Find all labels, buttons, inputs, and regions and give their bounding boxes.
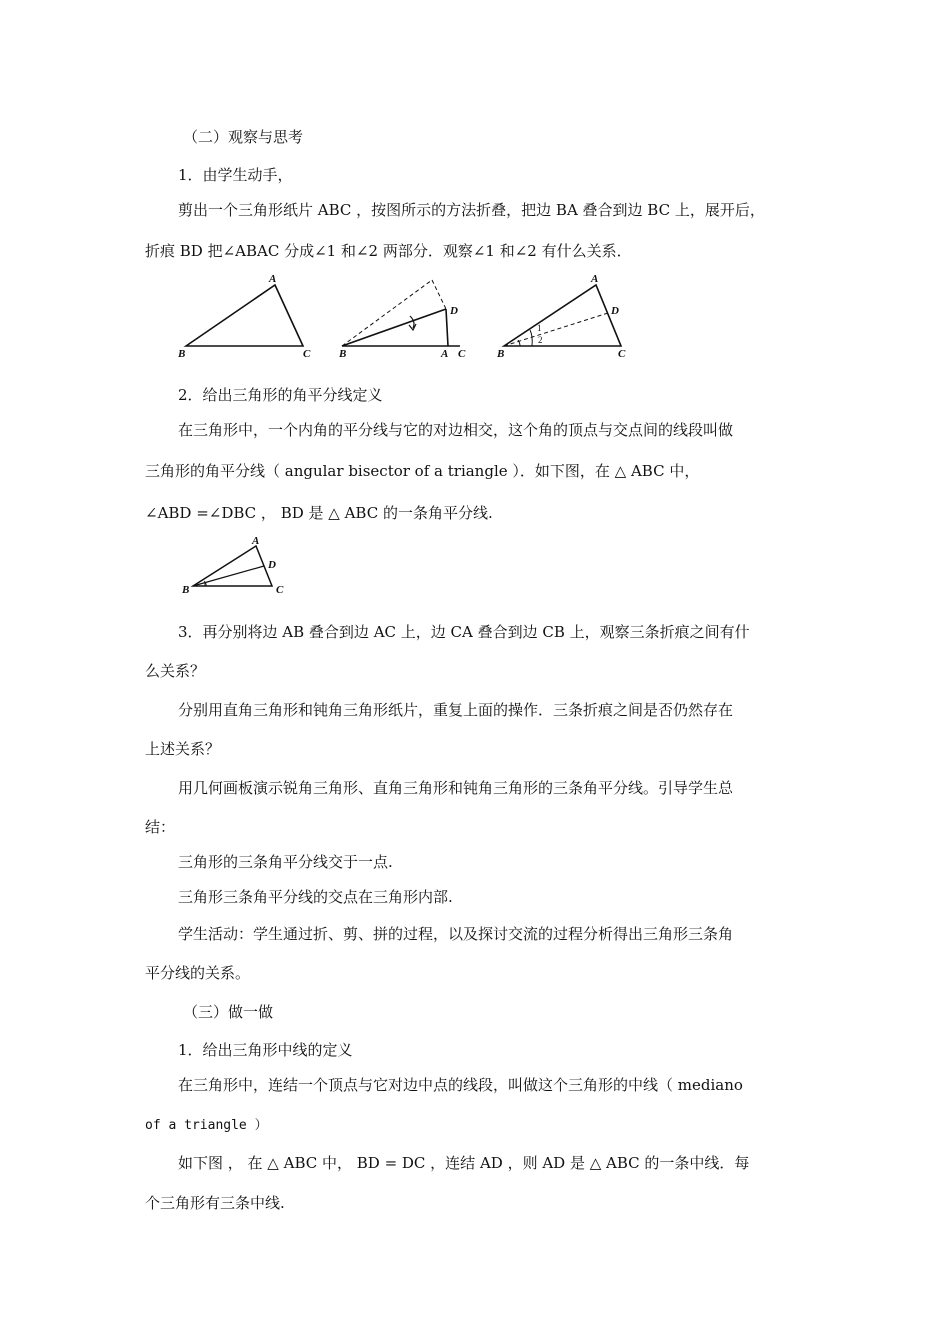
paragraph-repeat-line1: 分别用直角三角形和钝角三角形纸片，重复上面的操作．三条折痕之间是否仍然存在 [178, 701, 734, 719]
conclusion-1: 三角形的三条角平分线交于一点. [178, 853, 393, 871]
paragraph-demo-line1: 用几何画板演示锐角三角形、直角三角形和钝角三角形的三条角平分线。引导学生总 [178, 779, 734, 797]
fig1-label-c: C [303, 348, 311, 360]
paragraph-fold-line2: 折痕 BD 把∠ABAC 分成∠1 和∠2 两部分．观察∠1 和∠2 有什么关系． [145, 242, 632, 260]
section-heading-3: （三）做一做 [183, 1003, 274, 1021]
student-activity-line1: 学生活动：学生通过折、剪、拼的过程，以及探讨交流的过程分析得出三角形三条角 [178, 925, 734, 943]
figure-triangle-abc [177, 273, 311, 360]
median-definition-line1: 在三角形中，连结一个顶点与它对边中点的线段，叫做这个三角形的中线（ mediano [178, 1076, 743, 1094]
conclusion-2: 三角形三条角平分线的交点在三角形内部. [178, 888, 453, 906]
paragraph-fold-line1: 剪出一个三角形纸片 ABC ，按图所示的方法折叠，把边 BA 叠合到边 BC 上，展开后， [178, 201, 765, 219]
student-activity-line2: 平分线的关系。 [145, 964, 251, 982]
definition-line3: ∠ABD =∠DBC ， BD 是 △ ABC 的一条角平分线. [145, 504, 493, 522]
fig3-label-c: C [618, 348, 626, 360]
fig1-label-a: A [269, 273, 277, 285]
item-2: 2．给出三角形的角平分线定义 [178, 386, 383, 404]
median-example-line2: 个三角形有三条中线. [145, 1194, 285, 1212]
definition-line1: 在三角形中，一个内角的平分线与它的对边相交，这个角的顶点与交点间的线段叫做 [178, 421, 734, 439]
fig2-label-c: C [458, 348, 466, 360]
folding-figures [170, 270, 650, 360]
definition-line2: 三角形的角平分线（ angular bisector of a triangle ）．如下图，在 △ ABC 中， [145, 462, 700, 480]
fig2-label-a: A [441, 348, 449, 360]
fig4-label-b: B [182, 584, 190, 596]
fig1-label-b: B [178, 348, 186, 360]
median-example-line1: 如下图 ， 在 △ ABC 中， BD = DC ，连结 AD ，则 AD 是 △ ABC 的一条中线．每 [178, 1154, 750, 1172]
median-definition-line2: of a triangle ） [145, 1118, 268, 1133]
fig2-label-d: D [450, 305, 458, 317]
section-heading-2: （二）观察与思考 [183, 128, 304, 146]
fig3-angle-1: 1 [537, 323, 542, 333]
item-3-line1: 3．再分别将边 AB 叠合到边 AC 上，边 CA 叠合到边 CB 上，观察三条折痕之间有什 [178, 623, 750, 641]
fig2-label-b: B [339, 348, 347, 360]
fig3-label-b: B [497, 348, 505, 360]
fig3-angle-2: 2 [538, 335, 543, 345]
item-1: 1．由学生动手， [178, 166, 293, 184]
fig4-label-d: D [268, 559, 276, 571]
fig3-label-d: D [611, 305, 619, 317]
fig4-label-a: A [252, 535, 260, 547]
item-3-line2: 么关系？ [145, 662, 206, 680]
figure-folded-triangle [338, 280, 466, 360]
fig3-label-a: A [591, 273, 599, 285]
paragraph-repeat-line2: 上述关系？ [145, 740, 221, 758]
fig4-label-c: C [276, 584, 284, 596]
figure-angle-parts [496, 273, 626, 360]
paragraph-demo-line2: 结： [145, 818, 176, 836]
figure-angle-bisector [178, 532, 298, 598]
item-median-1: 1．给出三角形中线的定义 [178, 1041, 353, 1059]
